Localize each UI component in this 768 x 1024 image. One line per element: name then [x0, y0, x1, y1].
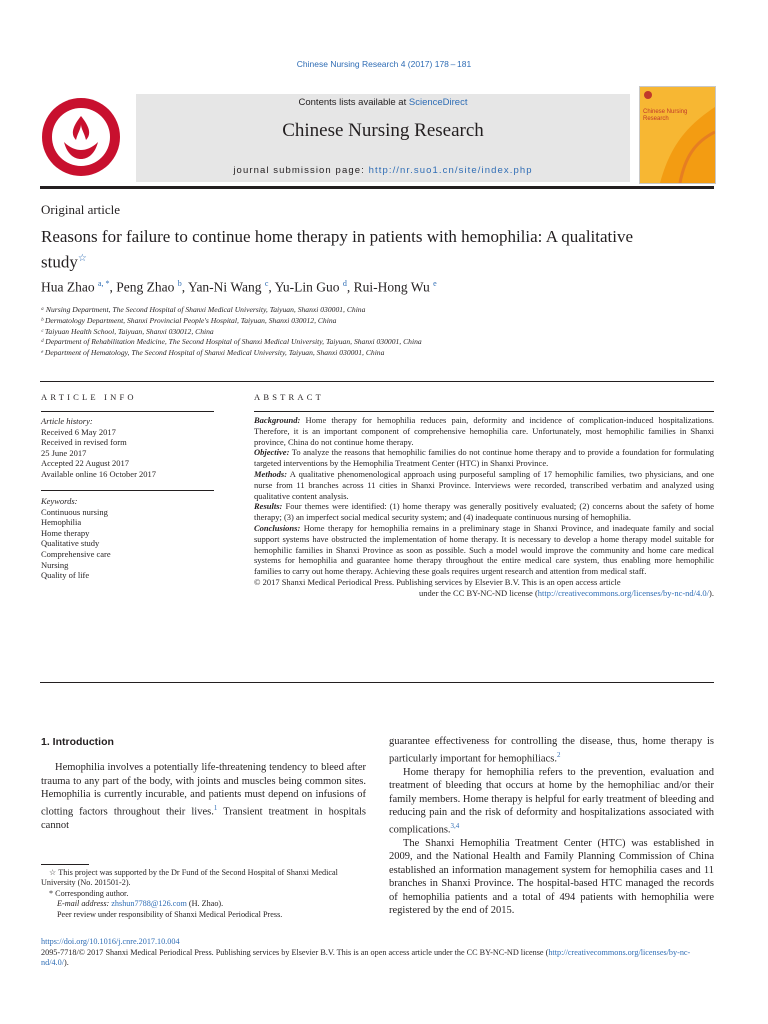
- keywords: [41, 496, 214, 581]
- info-top-rule: [40, 381, 714, 382]
- author-affiliation-mark[interactable]: b: [177, 279, 182, 288]
- doi-link[interactable]: https://doi.org/10.1016/j.cnre.2017.10.004: [41, 937, 180, 946]
- sciencedirect-link[interactable]: ScienceDirect: [408, 97, 468, 108]
- abstract-rule: [254, 411, 714, 412]
- results-text: Four themes were identified: (1) home therapy was generally positively evaluated; (2) concerns about the safety of home therapy; (3) an imperfect social medical security system; and (4) inadequate continuous nursing of hemophilia.: [254, 501, 715, 523]
- peer-review-note: Peer review under responsibility of Shanxi Medical Periodical Press.: [57, 909, 283, 919]
- background-label: Background:: [254, 415, 301, 425]
- journal-banner: [136, 94, 630, 182]
- intro-paragraph: guarantee effectiveness for controlling the disease, thus, home therapy is particularly important for hemophiliacs.: [389, 736, 714, 764]
- affiliation: ᵈ Department of Rehabilitation Medicine, The Second Hospital of Shanxi Medical University, Taiyuan, Shanxi 030001, China: [41, 337, 422, 347]
- journal-cover-image: [639, 86, 716, 184]
- header-rule: [40, 186, 714, 189]
- objective-text: To analyze the reasons that hemophilic families do not continue home therapy and to provide a foundation for formulating targeted interventions by the Hemophilia Treatment Center (HTC) in Shanxi Province.: [254, 447, 714, 469]
- contents-line: [136, 97, 630, 108]
- conclusions-text: Home therapy for hemophilia remains in a preliminary stage in Shanxi Province, and inadequate family and social support systems have obstructed the implementation of home therapy. It is necessary to develop a home therapy model suitable for hemophilic families in Shanxi Province as soon as possible. Such a model would improve the community and home care medical systems for hemophilia and guarantee home therapy throughout the entire medical care system, thus enabling more hemophilic families to carry out home therapy. Achieving these goals requires urgent research and attention from medical staff.: [254, 522, 714, 577]
- keyword: Qualitative study: [41, 538, 100, 549]
- background-text: Home therapy for hemophilia reduces pain, deformity and incidence of complication-induced hospitalizations. Therefore, it is an important component of comprehensive hemophilia care. Unfortunately, most hemophilic families in Shanxi province, China do not continue home therapy.: [254, 415, 714, 447]
- article-history: [41, 416, 214, 480]
- author-affiliation-mark[interactable]: e: [433, 279, 437, 288]
- issn-line: 2095-7718/© 2017 Shanxi Medical Periodical Press. Publishing services by Elsevier B.V. This is an open access article under the CC BY-NC-ND license (: [41, 947, 549, 957]
- license-suffix: ).: [709, 587, 714, 598]
- intro-paragraph: Home therapy for hemophilia refers to the prevention, evaluation and treatment of bleeding that occurs at home by the hemophiliac and/or their family members. Home therapy is helpful for early treatment of bleeding and reducing pain and the risk of deformity and hospitalizations associated with complications.: [389, 766, 714, 835]
- reference-link[interactable]: 1: [213, 803, 218, 812]
- license-link[interactable]: http://creativecommons.org/licenses/by-nc-nd/4.0/: [537, 587, 710, 598]
- journal-citation[interactable]: Chinese Nursing Research 4 (2017) 178 – 181: [296, 59, 472, 69]
- affiliation: ᵉ Department of Hematology, The Second Hospital of Shanxi Medical University, Taiyuan, Shanxi 030001, China: [41, 348, 385, 358]
- submission-line: [136, 165, 630, 176]
- keyword: Hemophilia: [41, 517, 82, 528]
- author-name[interactable]: , Peng Zhao: [109, 279, 178, 295]
- article-info-heading: ARTICLE INFO: [41, 392, 137, 402]
- reference-link[interactable]: 3,4: [450, 821, 460, 830]
- email-line: [41, 899, 366, 909]
- history-entry: 25 June 2017: [41, 447, 87, 458]
- methods-label: Methods:: [254, 468, 288, 479]
- footnotes: [41, 868, 366, 920]
- keyword: Continuous nursing: [41, 506, 108, 517]
- title-footnote-mark[interactable]: ☆: [77, 253, 87, 264]
- funding-footnote: ☆ This project was supported by the Dr Fund of the Second Hospital of Shanxi Medical University (No. 201501-2).: [41, 868, 338, 888]
- conclusions-label: Conclusions:: [254, 522, 301, 533]
- keyword: Nursing: [41, 559, 69, 570]
- affiliation: ᵇ Dermatology Department, Shanxi Provincial People's Hospital, Taiyuan, Shanxi 030012, China: [41, 315, 337, 325]
- history-entry: Received 6 May 2017: [41, 426, 116, 437]
- abstract-copyright: © 2017 Shanxi Medical Periodical Press. Publishing services by Elsevier B.V. This is an open access article: [254, 576, 621, 587]
- license-prefix: under the CC BY-NC-ND license (: [419, 587, 538, 598]
- introduction-right-column: [389, 735, 714, 918]
- footer-license-suffix: ).: [63, 958, 69, 968]
- footnote-rule: [41, 864, 89, 865]
- author-name[interactable]: , Yu-Lin Guo: [268, 279, 343, 295]
- article-type: Original article: [41, 202, 121, 217]
- article-info-rule: [41, 411, 214, 412]
- history-entry: Available online 16 October 2017: [41, 468, 157, 479]
- corresponding-author-note: * Corresponding author.: [49, 888, 129, 898]
- submission-link[interactable]: http://nr.suo1.cn/site/index.php: [368, 165, 533, 176]
- journal-name: Chinese Nursing Research: [282, 120, 484, 141]
- author-name[interactable]: , Rui-Hong Wu: [346, 279, 434, 295]
- affiliation: ᶜ Taiyuan Health School, Taiyuan, Shanxi 030012, China: [41, 326, 214, 336]
- affiliations: [41, 305, 641, 359]
- abstract-heading: ABSTRACT: [254, 392, 324, 402]
- intro-paragraph-tail: Transient treatment in hospitals cannot: [41, 806, 366, 831]
- email-label: E-mail address:: [57, 899, 112, 909]
- submission-prefix: journal submission page:: [233, 165, 369, 176]
- abstract-license: [254, 588, 714, 599]
- contents-prefix: Contents lists available at: [298, 97, 409, 108]
- history-entry: Received in revised form: [41, 437, 127, 448]
- publisher-seal-logo: [40, 96, 122, 178]
- author-list: [41, 279, 437, 296]
- introduction-heading: 1. Introduction: [41, 736, 114, 748]
- email-link[interactable]: zhshun7788@126.com: [111, 899, 187, 909]
- keyword: Comprehensive care: [41, 548, 111, 559]
- keywords-label: Keywords:: [41, 496, 78, 506]
- keywords-rule: [41, 490, 214, 491]
- reference-link[interactable]: 2: [556, 750, 561, 759]
- history-entry: Accepted 22 August 2017: [41, 458, 130, 469]
- footer-license-link[interactable]: http://creativecommons.org/licenses/by-nc-nd/4.0/: [41, 947, 691, 968]
- abstract-body: [254, 415, 714, 599]
- intro-paragraph: Hemophilia involves a potentially life-threatening tendency to bleed after trauma to any part of the body, with joints and muscles being common sites. Hemophilia is currently incurable, and patients must depend on infusions of clotting factors throughout their lives.: [41, 762, 366, 817]
- keyword: Home therapy: [41, 527, 90, 538]
- author-affiliation-mark[interactable]: c: [264, 279, 269, 288]
- author-affiliation-mark[interactable]: a, *: [97, 279, 110, 288]
- objective-label: Objective:: [254, 447, 290, 458]
- author-affiliation-mark[interactable]: d: [342, 279, 347, 288]
- article-title: [41, 226, 641, 274]
- methods-text: A qualitative phenomenological approach using purposeful sampling of 17 hemophilic families, two physicians, and one nurse from 11 branches across 11 cities in Shanxi Province. Interviews were recorded, transcribed verbatim and analyzed using qualitative content analysis.: [254, 468, 714, 501]
- page-footer: [41, 937, 714, 969]
- intro-paragraph: The Shanxi Hemophilia Treatment Center (HTC) was established in 2009, and the National Health and Family Planning Commission of China established an information management system for hemophilia cases and 11 branches in Shanxi Province. The hospital-based HTC managed the records of hemophilia patients and a total of 494 patients with hemophilia were registered by the end of 2015.: [389, 837, 714, 916]
- article-title-text: Reasons for failure to continue home therapy in patients with hemophilia: A qualitative study: [41, 227, 634, 272]
- results-label: Results:: [254, 501, 283, 512]
- email-suffix: (H. Zhao).: [186, 899, 224, 909]
- author-name[interactable]: Hua Zhao: [41, 279, 98, 295]
- introduction-left-column: [41, 761, 366, 832]
- affiliation: ᵃ Nursing Department, The Second Hospital of Shanxi Medical University, Taiyuan, Shanxi 030001, China: [41, 305, 366, 314]
- author-name[interactable]: , Yan-Ni Wang: [181, 279, 265, 295]
- abstract-bottom-rule: [40, 682, 714, 683]
- cover-title: Chinese Nursing Research: [643, 109, 688, 122]
- history-label: Article history:: [41, 416, 93, 426]
- keyword: Quality of life: [41, 570, 90, 581]
